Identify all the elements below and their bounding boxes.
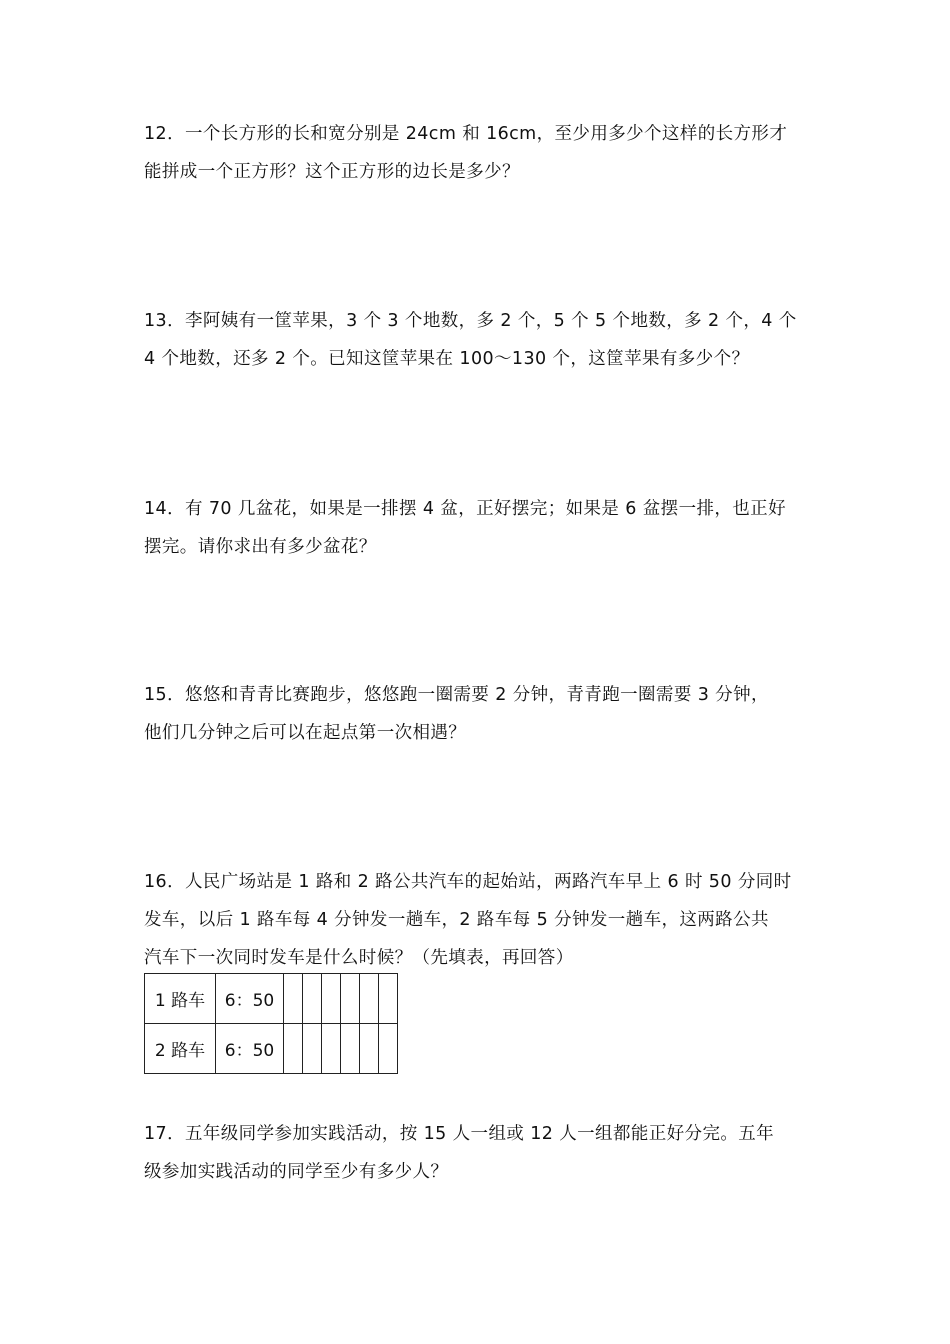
start-time-cell: 6：50: [216, 974, 284, 1024]
blank-cell[interactable]: [303, 1024, 322, 1074]
bus-route-cell: 1 路车: [145, 974, 216, 1024]
question-17: [144, 1115, 812, 1191]
bus-route-cell: 2 路车: [145, 1024, 216, 1074]
question-12: [144, 115, 812, 191]
question-line: 17．五年级同学参加实践活动，按 15 人一组或 12 人一组都能正好分完。五年: [144, 1124, 775, 1144]
question-line: 15．悠悠和青青比赛跑步，悠悠跑一圈需要 2 分钟，青青跑一圈需要 3 分钟，: [144, 685, 769, 705]
question-14: [144, 490, 812, 566]
blank-cell[interactable]: [322, 1024, 341, 1074]
blank-cell[interactable]: [303, 974, 322, 1024]
question-line: 摆完。请你求出有多少盆花？: [144, 537, 377, 557]
question-line: 16．人民广场站是 1 路和 2 路公共汽车的起始站，两路汽车早上 6 时 50 分同时: [144, 872, 792, 892]
blank-cell[interactable]: [379, 974, 398, 1024]
question-line: 4 个地数，还多 2 个。已知这筐苹果在 100～130 个，这筐苹果有多少个？: [144, 349, 750, 369]
table-row: [145, 974, 398, 1024]
blank-cell[interactable]: [284, 974, 303, 1024]
question-line: 汽车下一次同时发车是什么时候？（先填表，再回答）: [144, 948, 574, 968]
question-15: [144, 676, 812, 752]
question-line: 13．李阿姨有一筐苹果，3 个 3 个地数，多 2 个，5 个 5 个地数，多 2 个，4 个: [144, 311, 797, 331]
bus-schedule-table: [144, 973, 398, 1074]
blank-cell[interactable]: [379, 1024, 398, 1074]
blank-cell[interactable]: [322, 974, 341, 1024]
question-13: [144, 302, 812, 378]
question-16: [144, 863, 812, 977]
blank-cell[interactable]: [284, 1024, 303, 1074]
table-row: [145, 1024, 398, 1074]
question-line: 14．有 70 几盆花，如果是一排摆 4 盆，正好摆完；如果是 6 盆摆一排，也正好: [144, 499, 786, 519]
blank-cell[interactable]: [341, 1024, 360, 1074]
question-line: 能拼成一个正方形？这个正方形的边长是多少？: [144, 162, 520, 182]
question-line: 发车，以后 1 路车每 4 分钟发一趟车，2 路车每 5 分钟发一趟车，这两路公共: [144, 910, 769, 930]
blank-cell[interactable]: [360, 974, 379, 1024]
question-line: 他们几分钟之后可以在起点第一次相遇？: [144, 723, 467, 743]
question-line: 12．一个长方形的长和宽分别是 24cm 和 16cm，至少用多少个这样的长方形才: [144, 124, 788, 144]
start-time-cell: 6：50: [216, 1024, 284, 1074]
blank-cell[interactable]: [341, 974, 360, 1024]
blank-cell[interactable]: [360, 1024, 379, 1074]
question-line: 级参加实践活动的同学至少有多少人？: [144, 1162, 449, 1182]
